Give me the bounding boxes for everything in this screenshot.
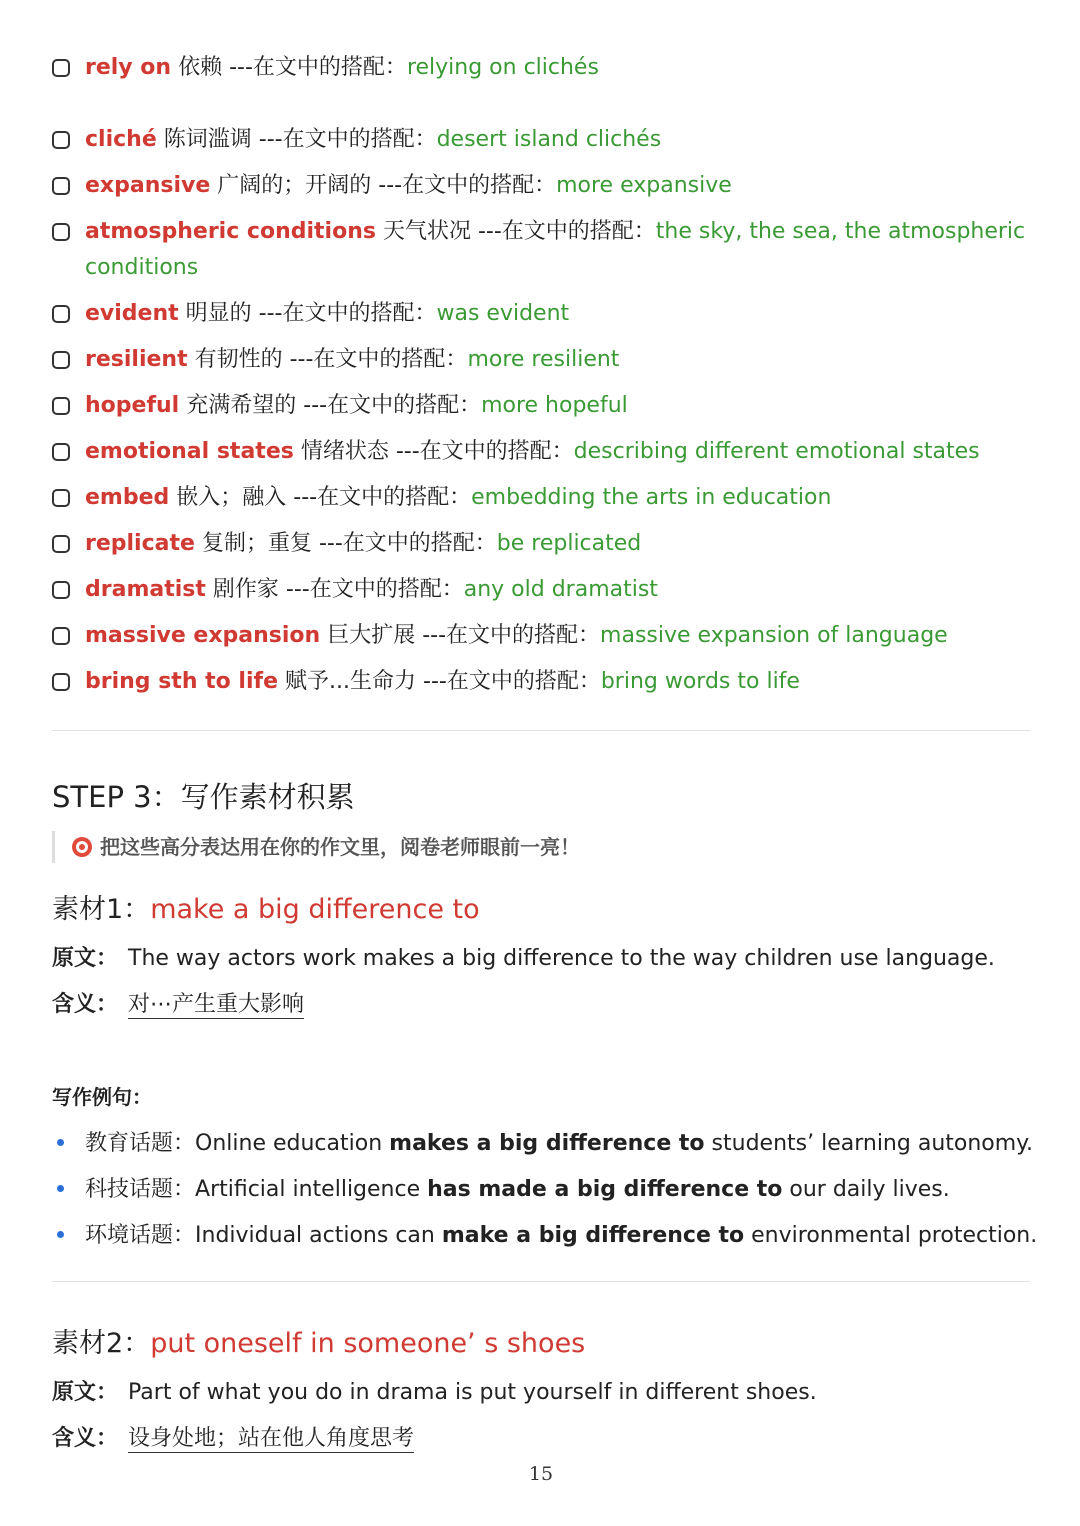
vocab-text [85, 480, 1030, 516]
vocab-separator: ---在文中的搭配： [258, 301, 437, 326]
vocab-item-expansive [52, 168, 1030, 204]
checkbox[interactable] [52, 305, 70, 323]
checkbox[interactable] [52, 673, 70, 691]
vocab-meaning: 剧作家 [212, 577, 279, 602]
vocab-item-dramatist [52, 572, 1030, 608]
vocab-meaning: 陈词滥调 [163, 127, 252, 152]
vocab-text [85, 214, 1030, 286]
checkbox[interactable] [52, 131, 70, 149]
vocab-term: resilient [85, 347, 188, 372]
section-title: STEP 3：写作素材积累 [52, 780, 355, 814]
vocab-text [85, 434, 1030, 470]
checkbox[interactable] [52, 535, 70, 553]
vocab-term: evident [85, 301, 179, 326]
material-2-original [52, 1376, 817, 1410]
vocab-collocation: more expansive [556, 173, 732, 198]
example-after: our daily lives. [782, 1177, 950, 1202]
checkbox[interactable] [52, 489, 70, 507]
vocab-term: atmospheric conditions [85, 219, 376, 244]
checkbox[interactable] [52, 581, 70, 599]
vocab-meaning: 巨大扩展 [327, 623, 416, 648]
vocab-term: emotional states [85, 439, 294, 464]
example-key-phrase: makes a big difference to [389, 1131, 705, 1156]
vocab-meaning: 明显的 [185, 301, 252, 326]
original-label: 原文： [52, 1380, 119, 1405]
vocab-meaning: 赋予...生命力 [285, 669, 416, 694]
example-item [52, 1219, 1037, 1253]
vocab-text [85, 388, 1030, 424]
vocab-meaning: 嵌入；融入 [176, 485, 287, 510]
vocab-collocation: desert island clichés [436, 127, 662, 152]
example-item [52, 1127, 1033, 1161]
vocab-text [85, 664, 1030, 700]
vocab-separator: ---在文中的搭配： [423, 669, 601, 694]
example-after: students’ learning autonomy. [704, 1131, 1034, 1156]
original-text: The way actors work makes a big difference to the way children use language. [128, 946, 995, 971]
vocab-collocation: bring words to life [600, 669, 800, 694]
material-2-meaning [52, 1422, 414, 1456]
vocab-item-rely-on [52, 50, 1030, 86]
material-label: 素材2： [52, 1328, 151, 1359]
vocab-meaning: 情绪状态 [300, 439, 389, 464]
example-key-phrase: make a big difference to [441, 1223, 745, 1248]
vocab-text [85, 572, 1030, 608]
meaning-label: 含义： [52, 1426, 119, 1451]
vocab-term: rely on [85, 55, 172, 80]
vocab-meaning: 充满希望的 [186, 393, 297, 418]
example-before: Artificial intelligence [195, 1177, 428, 1202]
vocab-collocation: be replicated [496, 531, 642, 556]
vocab-separator: ---在文中的搭配： [477, 219, 656, 244]
vocab-separator: ---在文中的搭配： [395, 439, 574, 464]
section-divider [52, 1281, 1030, 1282]
vocab-collocation: more resilient [467, 347, 620, 372]
vocab-item-cliche [52, 122, 1030, 158]
vocab-text [85, 296, 1030, 332]
vocab-item-replicate [52, 526, 1030, 562]
examples-heading: 写作例句： [52, 1085, 152, 1109]
vocab-separator: ---在文中的搭配： [229, 55, 407, 80]
vocab-collocation: the sky, the sea, the atmospheric conditions [85, 219, 1026, 280]
vocab-separator: ---在文中的搭配： [318, 531, 497, 556]
example-before: Individual actions can [195, 1223, 442, 1248]
example-item [52, 1173, 950, 1207]
callout-quote [52, 831, 580, 863]
bullet-icon [57, 1139, 64, 1146]
vocab-term: dramatist [85, 577, 206, 602]
vocab-text [85, 50, 1030, 86]
vocab-item-atmospheric-conditions [52, 214, 1030, 286]
vocab-separator: ---在文中的搭配： [422, 623, 601, 648]
vocab-separator: ---在文中的搭配： [293, 485, 472, 510]
vocab-term: hopeful [85, 393, 180, 418]
material-phrase: make a big difference to [150, 894, 480, 925]
checkbox[interactable] [52, 223, 70, 241]
vocab-separator: ---在文中的搭配： [285, 577, 464, 602]
callout-text: 把这些高分表达用在你的作文里，阅卷老师眼前一亮！ [100, 835, 580, 859]
original-text: Part of what you do in drama is put yourself in different shoes. [128, 1380, 817, 1405]
vocab-text [85, 122, 1030, 158]
vocab-item-embed [52, 480, 1030, 516]
example-topic: 环境话题： [85, 1223, 196, 1248]
vocab-text [85, 526, 1030, 562]
vocab-term: expansive [85, 173, 211, 198]
vocab-term: bring sth to life [85, 669, 279, 694]
example-after: environmental protection. [744, 1223, 1038, 1248]
vocab-term: embed [85, 485, 170, 510]
meaning-label: 含义： [52, 992, 119, 1017]
vocab-meaning: 天气状况 [382, 219, 471, 244]
example-key-phrase: has made a big difference to [427, 1177, 783, 1202]
meaning-text: 对⋯产生重大影响 [128, 992, 305, 1017]
vocab-term: replicate [85, 531, 195, 556]
vocab-item-massive-expansion [52, 618, 1030, 654]
example-topic: 教育话题： [85, 1131, 196, 1156]
vocab-separator: ---在文中的搭配： [258, 127, 437, 152]
bullet-icon [57, 1231, 64, 1238]
vocab-collocation: describing different emotional states [573, 439, 980, 464]
vocab-meaning: 依赖 [178, 55, 223, 80]
vocab-item-emotional-states [52, 434, 1030, 470]
vocab-collocation: was evident [436, 301, 570, 326]
target-icon [72, 837, 92, 857]
vocab-item-hopeful [52, 388, 1030, 424]
checkbox[interactable] [52, 177, 70, 195]
vocab-separator: ---在文中的搭配： [378, 173, 557, 198]
section-divider [52, 730, 1030, 731]
vocab-meaning: 有韧性的 [194, 347, 283, 372]
checkbox[interactable] [52, 627, 70, 645]
vocab-separator: ---在文中的搭配： [289, 347, 468, 372]
example-before: Online education [195, 1131, 390, 1156]
material-1-original [52, 942, 995, 976]
material-label: 素材1： [52, 894, 151, 925]
vocab-item-resilient [52, 342, 1030, 378]
example-topic: 科技话题： [85, 1177, 196, 1202]
vocab-text [85, 342, 1030, 378]
vocab-item-evident [52, 296, 1030, 332]
vocab-term: cliché [85, 127, 157, 152]
vocab-collocation: embedding the arts in education [471, 485, 832, 510]
vocab-text [85, 168, 1030, 204]
checkbox[interactable] [52, 351, 70, 369]
material-2-title [52, 1325, 585, 1363]
vocab-collocation: relying on clichés [406, 55, 599, 80]
vocab-collocation: more hopeful [481, 393, 628, 418]
vocab-term: massive expansion [85, 623, 321, 648]
checkbox[interactable] [52, 59, 70, 77]
page-number: 15 [528, 1463, 554, 1485]
vocab-collocation: any old dramatist [463, 577, 658, 602]
vocab-meaning: 复制；重复 [201, 531, 312, 556]
vocab-item-bring-sth-to-life [52, 664, 1030, 700]
checkbox[interactable] [52, 397, 70, 415]
checkbox[interactable] [52, 443, 70, 461]
material-1-title [52, 891, 480, 929]
meaning-text: 设身处地；站在他人角度思考 [128, 1426, 415, 1451]
original-label: 原文： [52, 946, 119, 971]
material-1-meaning [52, 988, 304, 1022]
bullet-icon [57, 1185, 64, 1192]
vocab-separator: ---在文中的搭配： [303, 393, 482, 418]
vocab-collocation: massive expansion of language [600, 623, 948, 648]
material-phrase: put oneself in someone’ s shoes [150, 1328, 586, 1359]
document-page [52, 0, 1038, 1526]
vocab-text [85, 618, 1030, 654]
vocab-meaning: 广阔的；开阔的 [217, 173, 372, 198]
